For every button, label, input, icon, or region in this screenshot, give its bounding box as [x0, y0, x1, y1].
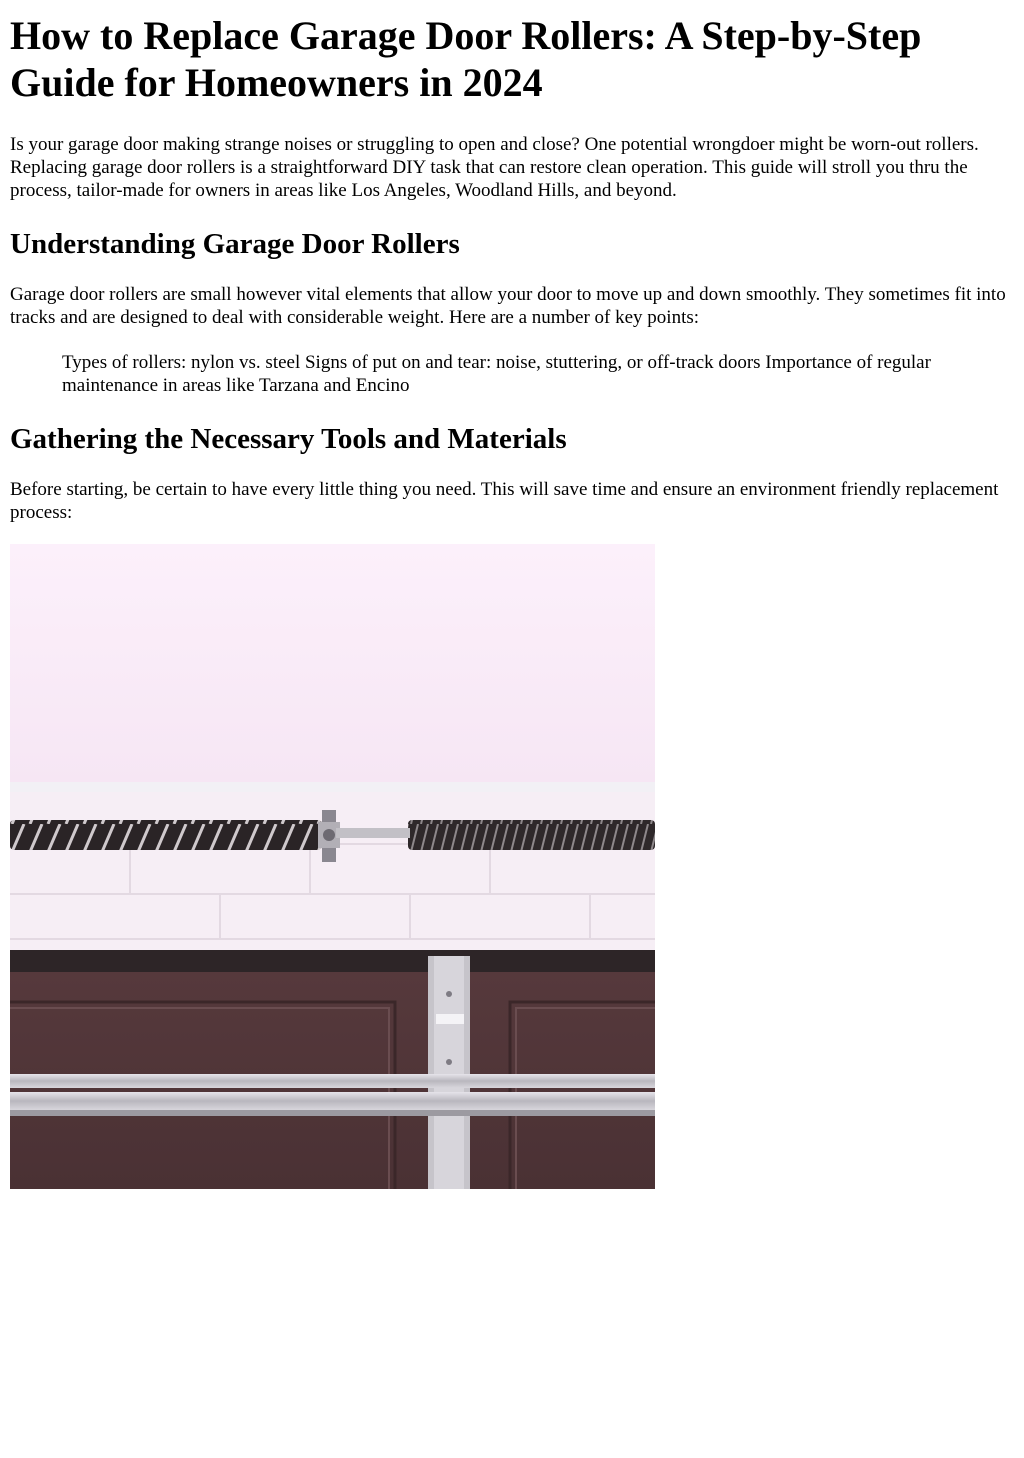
key-points-quote: Types of rollers: nylon vs. steel Signs of put on and tear: noise, stuttering, or off-track doors Importance of regular maintenance in areas like Tarzana and Encino: [62, 352, 931, 396]
article-title: How to Replace Garage Door Rollers: A Step-by-Step Guide for Homeowners in 2024: [10, 13, 922, 105]
intro-paragraph: Is your garage door making strange noises or struggling to open and close? One potential wrongdoer might be worn-out rollers. Replacing garage door rollers is a straightforward DIY task that can restore clean operation. This guide will stroll you thru the process, tailor-made for owners in areas like Los Angeles, Woodland Hills, and beyond.: [10, 134, 979, 201]
section-body-tools: Before starting, be certain to have every little thing you need. This will save time and ensure an environment friendly replacement process:: [10, 479, 999, 523]
section-heading-understanding: Understanding Garage Door Rollers: [10, 228, 460, 260]
article: [0, 12, 1024, 1189]
section-heading-tools: Gathering the Necessary Tools and Materials: [10, 423, 567, 455]
section-body-understanding: Garage door rollers are small however vital elements that allow your door to move up and down smoothly. They sometimes fit into tracks and are designed to deal with considerable weight. Here are a number of key points:: [10, 284, 1006, 328]
garage-door-photo: [10, 544, 655, 1189]
